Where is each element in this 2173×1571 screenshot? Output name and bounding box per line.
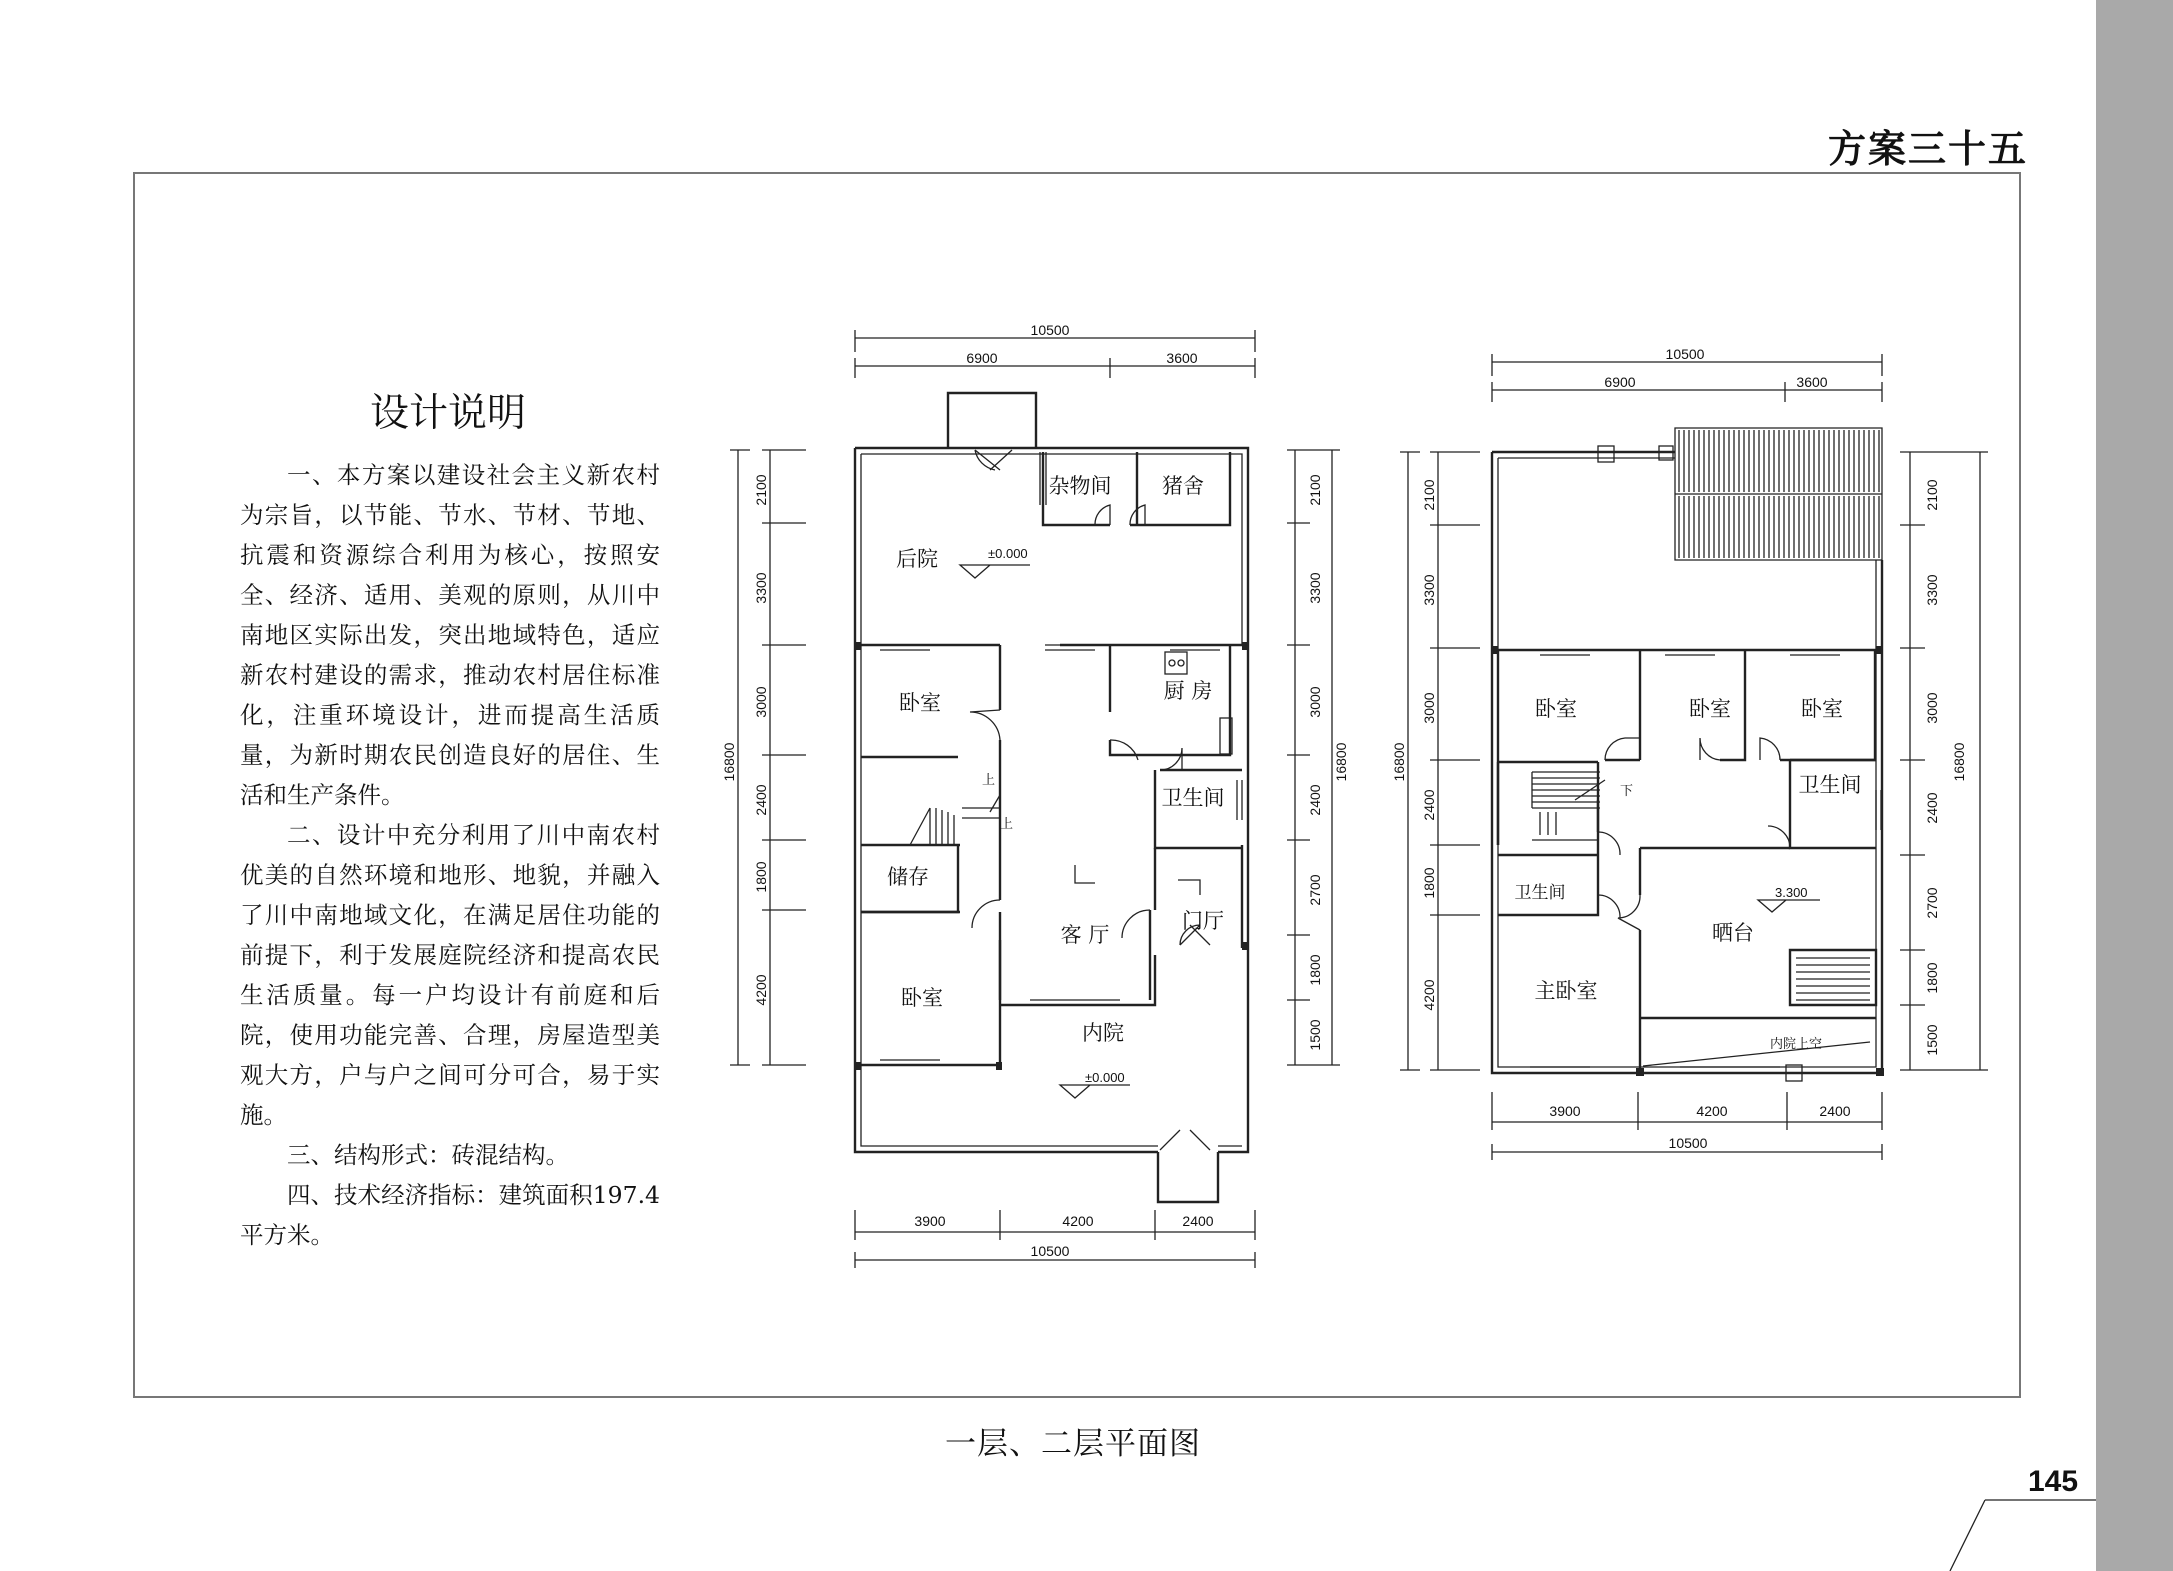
f1-room-inner-courtyard: 内院 xyxy=(1082,1021,1124,1045)
f1-room-bedroom-upper: 卧室 xyxy=(899,691,941,715)
floor-2-stair xyxy=(1532,772,1633,840)
floor-1-stair xyxy=(910,772,1013,845)
f2-dim-right-g: 1500 xyxy=(1924,1024,1940,1056)
f2-elev-terrace: 3.300 xyxy=(1775,885,1808,900)
f1-dim-bottom-a: 3900 xyxy=(914,1213,946,1229)
f1-dim-right-a: 2100 xyxy=(1307,474,1323,506)
f2-room-bathroom-left: 卫生间 xyxy=(1514,883,1566,903)
floor-2-plan xyxy=(1391,346,1988,1160)
f1-stair-up-2: 上 xyxy=(1000,816,1014,831)
f1-room-entry: 门厅 xyxy=(1182,909,1224,933)
f1-dim-left-f: 4200 xyxy=(753,974,769,1006)
f1-dim-left-d: 2400 xyxy=(753,784,769,816)
f2-void-note: 内院上空 xyxy=(1770,1036,1823,1051)
f2-dim-left-e: 1800 xyxy=(1421,867,1437,899)
description-paragraph-4: 四、技术经济指标：建筑面积197.4平方米。 xyxy=(240,1181,660,1249)
f1-stair-up-1: 上 xyxy=(982,772,996,787)
f2-dim-right-c: 3000 xyxy=(1924,692,1940,724)
description-title: 设计说明 xyxy=(370,391,527,436)
f2-dim-left-d: 2400 xyxy=(1421,789,1437,821)
f1-dim-right-b: 3300 xyxy=(1307,572,1323,604)
floor-2-right-dimensions xyxy=(1900,452,1988,1070)
f2-dim-bottom-total: 10500 xyxy=(1668,1135,1708,1151)
f2-dim-bottom-b: 4200 xyxy=(1696,1103,1728,1119)
floor-1-kitchen-counter xyxy=(1165,652,1232,754)
floor-2-courtyard-void xyxy=(1643,1036,1870,1066)
floor-1-windows xyxy=(855,452,1248,1070)
f2-room-bedroom-1: 卧室 xyxy=(1535,697,1577,721)
f2-dim-top-total: 10500 xyxy=(1665,346,1705,362)
f1-dim-left-c: 3000 xyxy=(753,686,769,718)
corner-fold-mark xyxy=(1950,1500,2096,1571)
f2-dim-bottom-a: 3900 xyxy=(1549,1103,1581,1119)
f2-dim-right-f: 1800 xyxy=(1924,962,1940,994)
floor-1-plan xyxy=(721,322,1349,1268)
f1-elev-back: ±0.000 xyxy=(988,546,1028,561)
f2-dim-right-a: 2100 xyxy=(1924,479,1940,511)
floor-2-elevation-mark xyxy=(1758,885,1820,912)
floor-2-top-dimensions xyxy=(1492,346,1882,402)
f2-room-bedroom-2: 卧室 xyxy=(1689,697,1731,721)
f2-room-terrace: 晒台 xyxy=(1712,921,1754,945)
f1-dim-right-e: 2700 xyxy=(1307,874,1323,906)
f1-dim-left-total: 16800 xyxy=(721,742,737,782)
floor-2-doors xyxy=(1598,738,1790,930)
f1-dim-top-total: 10500 xyxy=(1030,322,1070,338)
f2-dim-top-b: 3600 xyxy=(1796,374,1828,390)
f1-room-storage: 杂物间 xyxy=(1048,474,1112,498)
f2-dim-right-d: 2400 xyxy=(1924,792,1940,824)
floor-1-elevation-marks xyxy=(960,546,1200,1098)
f2-dim-right-total: 16800 xyxy=(1951,742,1967,782)
f2-dim-right-e: 2700 xyxy=(1924,887,1940,919)
f1-room-pigsty: 猪舍 xyxy=(1162,474,1204,498)
f1-dim-left-b: 3300 xyxy=(753,572,769,604)
f1-elev-front: ±0.000 xyxy=(1085,1070,1125,1085)
description-paragraph-1: 一、本方案以建设社会主义新农村为宗旨，以节能、节水、节材、节地、抗震和资源综合利用为核心，按照安全、经济、适用、美观的原则，从川中南地区实际出发，突出地域特色，适应新农村建设的需求，推动农村居住标准化，注重环境设计，进而提高生活质量，为新时期农民创造良好的居住、生活和生产条件。 xyxy=(240,461,660,809)
drawing-caption: 一层、二层平面图 xyxy=(945,1426,1201,1462)
f2-dim-left-total: 16800 xyxy=(1391,742,1407,782)
floor-1-right-dimensions xyxy=(1287,450,1349,1065)
f1-dim-right-total: 16800 xyxy=(1333,742,1349,782)
floor-2-terrace-steps xyxy=(1796,958,1870,1000)
f2-room-master-bedroom: 主卧室 xyxy=(1534,979,1598,1003)
f1-room-kitchen: 厨 房 xyxy=(1163,679,1213,703)
f1-dim-left-e: 1800 xyxy=(753,861,769,893)
f1-dim-left-a: 2100 xyxy=(753,474,769,506)
description-paragraph-2: 二、设计中充分利用了川中南农村优美的自然环境和地形、地貌，并融入了川中南地域文化，在满足居住功能的前提下，利于发展庭院经济和提高农民生活质量。每一户均设计有前庭和后院，使用功能完善、合理，房屋造型美观大方，户与户之间可分可合，易于实施。 xyxy=(240,821,660,1129)
f1-dim-right-d: 2400 xyxy=(1307,784,1323,816)
f2-dim-left-a: 2100 xyxy=(1421,479,1437,511)
f1-room-store: 储存 xyxy=(887,865,929,889)
page-number: 145 xyxy=(2028,1465,2079,1498)
f2-dim-left-b: 3300 xyxy=(1421,574,1437,606)
floor-2-left-dimensions xyxy=(1391,452,1480,1070)
f2-dim-bottom-c: 2400 xyxy=(1819,1103,1851,1119)
f1-dim-right-g: 1500 xyxy=(1307,1019,1323,1051)
floor-1-bottom-dimensions xyxy=(855,1210,1255,1268)
scheme-title: 方案三十五 xyxy=(1827,127,2028,171)
f1-dim-top-b: 3600 xyxy=(1166,350,1198,366)
f2-room-bedroom-3: 卧室 xyxy=(1801,697,1843,721)
f2-dim-right-b: 3300 xyxy=(1924,574,1940,606)
f1-dim-bottom-total: 10500 xyxy=(1030,1243,1070,1259)
f1-dim-bottom-b: 4200 xyxy=(1062,1213,1094,1229)
f1-room-backyard: 后院 xyxy=(896,547,938,571)
f1-room-bedroom-lower: 卧室 xyxy=(901,986,943,1010)
floor-1-top-dimensions xyxy=(855,322,1255,378)
f1-dim-right-f: 1800 xyxy=(1307,954,1323,986)
f1-room-living: 客 厅 xyxy=(1060,923,1110,947)
floor-1-left-dimensions xyxy=(721,450,806,1065)
f1-dim-top-a: 6900 xyxy=(966,350,998,366)
f1-room-bathroom: 卫生间 xyxy=(1161,786,1225,810)
description-paragraph-3: 三、结构形式：砖混结构。 xyxy=(287,1141,569,1169)
f1-dim-right-c: 3000 xyxy=(1307,686,1323,718)
f2-stair-down: 下 xyxy=(1620,783,1634,798)
f2-room-bathroom-right: 卫生间 xyxy=(1798,773,1862,797)
f2-dim-top-a: 6900 xyxy=(1604,374,1636,390)
f1-dim-bottom-c: 2400 xyxy=(1182,1213,1214,1229)
f2-dim-left-f: 4200 xyxy=(1421,979,1437,1011)
floor-2-roof-tiles xyxy=(1675,428,1882,560)
f2-dim-left-c: 3000 xyxy=(1421,692,1437,724)
floor-2-bottom-dimensions xyxy=(1492,1092,1882,1160)
